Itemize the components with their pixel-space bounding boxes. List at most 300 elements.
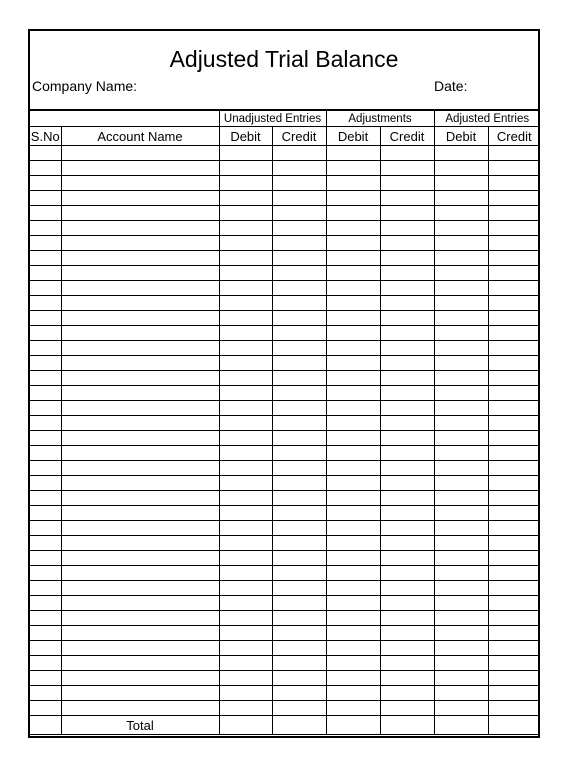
table-cell[interactable] [61, 566, 219, 581]
table-cell[interactable] [380, 686, 434, 701]
table-cell[interactable] [61, 311, 219, 326]
table-cell[interactable] [434, 176, 488, 191]
table-cell[interactable] [380, 146, 434, 161]
table-cell[interactable] [488, 566, 540, 581]
table-cell[interactable] [61, 221, 219, 236]
table-cell[interactable] [380, 581, 434, 596]
table-cell[interactable] [380, 536, 434, 551]
table-cell[interactable] [30, 281, 61, 296]
table-cell[interactable] [61, 506, 219, 521]
table-cell[interactable] [326, 221, 380, 236]
table-cell[interactable] [219, 686, 272, 701]
table-cell[interactable] [488, 506, 540, 521]
table-cell[interactable] [61, 281, 219, 296]
table-cell[interactable] [219, 416, 272, 431]
table-cell[interactable] [30, 416, 61, 431]
table-cell[interactable] [380, 296, 434, 311]
table-cell[interactable] [326, 446, 380, 461]
table-cell[interactable] [61, 446, 219, 461]
table-cell[interactable] [30, 491, 61, 506]
table-cell[interactable] [434, 251, 488, 266]
table-cell[interactable] [380, 611, 434, 626]
table-cell[interactable] [219, 251, 272, 266]
table-cell[interactable] [272, 536, 326, 551]
table-cell[interactable] [272, 461, 326, 476]
table-cell[interactable] [30, 581, 61, 596]
table-cell[interactable] [488, 596, 540, 611]
table-cell[interactable] [30, 566, 61, 581]
table-cell[interactable] [434, 311, 488, 326]
table-cell[interactable] [272, 401, 326, 416]
table-cell[interactable] [219, 341, 272, 356]
table-cell[interactable] [326, 611, 380, 626]
table-cell[interactable] [272, 611, 326, 626]
table-cell[interactable] [488, 161, 540, 176]
table-cell[interactable] [326, 581, 380, 596]
table-cell[interactable] [380, 221, 434, 236]
table-cell[interactable] [326, 701, 380, 716]
table-cell[interactable] [219, 446, 272, 461]
table-cell[interactable] [380, 251, 434, 266]
table-cell[interactable] [488, 191, 540, 206]
table-cell[interactable] [61, 296, 219, 311]
table-cell[interactable] [434, 536, 488, 551]
table-cell[interactable] [30, 686, 61, 701]
table-cell[interactable] [326, 491, 380, 506]
table-cell[interactable] [326, 596, 380, 611]
table-cell[interactable] [326, 296, 380, 311]
table-cell[interactable] [434, 656, 488, 671]
table-cell[interactable] [488, 536, 540, 551]
table-cell[interactable] [326, 176, 380, 191]
table-cell[interactable] [272, 656, 326, 671]
table-cell[interactable] [219, 191, 272, 206]
table-cell[interactable] [380, 461, 434, 476]
table-cell[interactable] [219, 236, 272, 251]
table-cell[interactable] [380, 341, 434, 356]
table-cell[interactable] [30, 326, 61, 341]
table-cell[interactable] [272, 626, 326, 641]
table-cell[interactable] [380, 161, 434, 176]
table-cell[interactable] [434, 461, 488, 476]
table-cell[interactable] [30, 671, 61, 686]
table-cell[interactable] [488, 371, 540, 386]
table-cell[interactable] [326, 326, 380, 341]
table-cell[interactable] [380, 371, 434, 386]
table-cell[interactable] [434, 506, 488, 521]
table-cell[interactable] [326, 266, 380, 281]
table-cell[interactable] [488, 626, 540, 641]
table-cell[interactable] [272, 176, 326, 191]
table-cell[interactable] [219, 551, 272, 566]
table-cell[interactable] [219, 521, 272, 536]
table-cell[interactable] [434, 521, 488, 536]
table-cell[interactable] [326, 206, 380, 221]
table-cell[interactable] [488, 356, 540, 371]
table-cell[interactable] [219, 221, 272, 236]
table-cell[interactable] [272, 161, 326, 176]
table-cell[interactable] [61, 461, 219, 476]
table-cell[interactable] [434, 161, 488, 176]
table-cell[interactable] [30, 251, 61, 266]
table-cell[interactable] [326, 386, 380, 401]
table-cell[interactable] [380, 176, 434, 191]
table-cell[interactable] [488, 221, 540, 236]
table-cell[interactable] [380, 491, 434, 506]
table-cell[interactable] [272, 551, 326, 566]
table-cell[interactable] [434, 221, 488, 236]
table-cell[interactable] [434, 581, 488, 596]
table-cell[interactable] [326, 506, 380, 521]
table-cell[interactable] [219, 611, 272, 626]
table-cell[interactable] [326, 551, 380, 566]
table-cell[interactable] [380, 701, 434, 716]
table-cell[interactable] [30, 701, 61, 716]
table-cell[interactable] [272, 266, 326, 281]
table-cell[interactable] [61, 671, 219, 686]
table-cell[interactable] [380, 416, 434, 431]
table-cell[interactable] [219, 281, 272, 296]
table-cell[interactable] [272, 686, 326, 701]
table-cell[interactable] [434, 626, 488, 641]
table-cell[interactable] [488, 461, 540, 476]
table-cell[interactable] [434, 296, 488, 311]
table-cell[interactable] [326, 161, 380, 176]
table-cell[interactable] [61, 161, 219, 176]
table-cell[interactable] [219, 701, 272, 716]
table-cell[interactable] [61, 656, 219, 671]
table-cell[interactable] [61, 191, 219, 206]
table-cell[interactable] [434, 431, 488, 446]
table-cell[interactable] [272, 311, 326, 326]
table-cell[interactable] [488, 236, 540, 251]
table-cell[interactable] [30, 161, 61, 176]
table-cell[interactable] [272, 641, 326, 656]
table-cell[interactable] [380, 641, 434, 656]
table-cell[interactable] [272, 251, 326, 266]
table-cell[interactable] [434, 401, 488, 416]
table-cell[interactable] [434, 236, 488, 251]
table-cell[interactable] [219, 146, 272, 161]
table-cell[interactable] [61, 326, 219, 341]
table-cell[interactable] [272, 446, 326, 461]
table-cell[interactable] [61, 206, 219, 221]
table-cell[interactable] [61, 371, 219, 386]
table-cell[interactable] [434, 566, 488, 581]
table-cell[interactable] [434, 191, 488, 206]
table-cell[interactable] [61, 701, 219, 716]
table-cell[interactable] [434, 476, 488, 491]
table-cell[interactable] [272, 371, 326, 386]
table-cell[interactable] [326, 641, 380, 656]
table-cell[interactable] [219, 161, 272, 176]
table-cell[interactable] [272, 566, 326, 581]
table-cell[interactable] [488, 521, 540, 536]
table-cell[interactable] [380, 566, 434, 581]
table-cell[interactable] [30, 461, 61, 476]
table-cell[interactable] [272, 476, 326, 491]
table-cell[interactable] [434, 281, 488, 296]
table-cell[interactable] [488, 656, 540, 671]
table-cell[interactable] [30, 446, 61, 461]
table-cell[interactable] [434, 146, 488, 161]
table-cell[interactable] [488, 266, 540, 281]
table-cell[interactable] [326, 356, 380, 371]
table-cell[interactable] [30, 221, 61, 236]
table-cell[interactable] [380, 551, 434, 566]
table-cell[interactable] [30, 521, 61, 536]
table-cell[interactable] [380, 326, 434, 341]
table-cell[interactable] [219, 296, 272, 311]
table-cell[interactable] [219, 506, 272, 521]
table-cell[interactable] [30, 176, 61, 191]
table-cell[interactable] [488, 671, 540, 686]
table-cell[interactable] [380, 626, 434, 641]
table-cell[interactable] [272, 701, 326, 716]
table-cell[interactable] [434, 446, 488, 461]
table-cell[interactable] [61, 401, 219, 416]
table-cell[interactable] [488, 341, 540, 356]
table-cell[interactable] [488, 296, 540, 311]
table-cell[interactable] [30, 401, 61, 416]
table-cell[interactable] [326, 566, 380, 581]
table-cell[interactable] [61, 536, 219, 551]
table-cell[interactable] [272, 206, 326, 221]
table-cell[interactable] [30, 551, 61, 566]
table-cell[interactable] [488, 416, 540, 431]
table-cell[interactable] [434, 356, 488, 371]
table-cell[interactable] [219, 431, 272, 446]
table-cell[interactable] [488, 641, 540, 656]
table-cell[interactable] [272, 146, 326, 161]
table-cell[interactable] [61, 386, 219, 401]
table-cell[interactable] [61, 686, 219, 701]
table-cell[interactable] [380, 206, 434, 221]
table-cell[interactable] [272, 506, 326, 521]
table-cell[interactable] [272, 296, 326, 311]
table-cell[interactable] [380, 476, 434, 491]
table-cell[interactable] [30, 341, 61, 356]
table-cell[interactable] [30, 626, 61, 641]
table-cell[interactable] [272, 491, 326, 506]
table-cell[interactable] [488, 611, 540, 626]
table-cell[interactable] [30, 206, 61, 221]
table-cell[interactable] [488, 476, 540, 491]
table-cell[interactable] [488, 491, 540, 506]
table-cell[interactable] [380, 311, 434, 326]
table-cell[interactable] [219, 671, 272, 686]
table-cell[interactable] [434, 326, 488, 341]
table-cell[interactable] [61, 521, 219, 536]
table-cell[interactable] [434, 371, 488, 386]
table-cell[interactable] [488, 551, 540, 566]
table-cell[interactable] [488, 326, 540, 341]
table-cell[interactable] [326, 416, 380, 431]
table-cell[interactable] [219, 581, 272, 596]
table-cell[interactable] [326, 521, 380, 536]
table-cell[interactable] [219, 386, 272, 401]
table-cell[interactable] [488, 431, 540, 446]
table-cell[interactable] [61, 341, 219, 356]
table-cell[interactable] [488, 281, 540, 296]
table-cell[interactable] [61, 431, 219, 446]
table-cell[interactable] [30, 596, 61, 611]
table-cell[interactable] [326, 656, 380, 671]
table-cell[interactable] [61, 626, 219, 641]
table-cell[interactable] [219, 206, 272, 221]
table-cell[interactable] [61, 236, 219, 251]
table-cell[interactable] [30, 476, 61, 491]
table-cell[interactable] [488, 581, 540, 596]
table-cell[interactable] [434, 266, 488, 281]
table-cell[interactable] [326, 536, 380, 551]
table-cell[interactable] [488, 251, 540, 266]
table-cell[interactable] [488, 176, 540, 191]
table-cell[interactable] [434, 641, 488, 656]
table-cell[interactable] [30, 611, 61, 626]
table-cell[interactable] [272, 386, 326, 401]
table-cell[interactable] [219, 536, 272, 551]
table-cell[interactable] [488, 206, 540, 221]
table-cell[interactable] [380, 446, 434, 461]
table-cell[interactable] [30, 191, 61, 206]
table-cell[interactable] [61, 581, 219, 596]
table-cell[interactable] [380, 401, 434, 416]
table-cell[interactable] [434, 206, 488, 221]
table-cell[interactable] [61, 176, 219, 191]
table-cell[interactable] [272, 596, 326, 611]
table-cell[interactable] [272, 581, 326, 596]
table-cell[interactable] [30, 506, 61, 521]
table-cell[interactable] [326, 461, 380, 476]
table-cell[interactable] [326, 686, 380, 701]
table-cell[interactable] [30, 146, 61, 161]
table-cell[interactable] [219, 641, 272, 656]
table-cell[interactable] [272, 356, 326, 371]
table-cell[interactable] [219, 491, 272, 506]
table-cell[interactable] [219, 311, 272, 326]
table-cell[interactable] [272, 431, 326, 446]
table-cell[interactable] [380, 671, 434, 686]
table-cell[interactable] [61, 251, 219, 266]
table-cell[interactable] [61, 476, 219, 491]
table-cell[interactable] [434, 596, 488, 611]
table-cell[interactable] [488, 446, 540, 461]
table-cell[interactable] [30, 266, 61, 281]
table-cell[interactable] [30, 641, 61, 656]
table-cell[interactable] [488, 146, 540, 161]
table-cell[interactable] [488, 686, 540, 701]
table-cell[interactable] [380, 281, 434, 296]
table-cell[interactable] [326, 236, 380, 251]
table-cell[interactable] [380, 656, 434, 671]
table-cell[interactable] [30, 296, 61, 311]
table-cell[interactable] [219, 596, 272, 611]
table-cell[interactable] [219, 566, 272, 581]
table-cell[interactable] [30, 656, 61, 671]
table-cell[interactable] [272, 221, 326, 236]
table-cell[interactable] [326, 311, 380, 326]
table-cell[interactable] [380, 506, 434, 521]
table-cell[interactable] [61, 146, 219, 161]
table-cell[interactable] [326, 671, 380, 686]
table-cell[interactable] [30, 431, 61, 446]
table-cell[interactable] [326, 191, 380, 206]
table-cell[interactable] [380, 521, 434, 536]
table-cell[interactable] [434, 491, 488, 506]
table-cell[interactable] [30, 356, 61, 371]
table-cell[interactable] [434, 416, 488, 431]
table-cell[interactable] [434, 341, 488, 356]
table-cell[interactable] [219, 371, 272, 386]
table-cell[interactable] [272, 326, 326, 341]
table-cell[interactable] [434, 686, 488, 701]
table-cell[interactable] [326, 251, 380, 266]
table-cell[interactable] [272, 671, 326, 686]
table-cell[interactable] [434, 671, 488, 686]
table-cell[interactable] [434, 386, 488, 401]
table-cell[interactable] [219, 626, 272, 641]
table-cell[interactable] [219, 176, 272, 191]
table-cell[interactable] [488, 401, 540, 416]
table-cell[interactable] [61, 641, 219, 656]
table-cell[interactable] [61, 611, 219, 626]
table-cell[interactable] [380, 266, 434, 281]
table-cell[interactable] [326, 476, 380, 491]
table-cell[interactable] [30, 386, 61, 401]
table-cell[interactable] [219, 476, 272, 491]
table-cell[interactable] [326, 281, 380, 296]
table-cell[interactable] [434, 551, 488, 566]
table-cell[interactable] [219, 461, 272, 476]
table-cell[interactable] [434, 611, 488, 626]
table-cell[interactable] [434, 701, 488, 716]
table-cell[interactable] [219, 656, 272, 671]
table-cell[interactable] [61, 356, 219, 371]
table-cell[interactable] [61, 596, 219, 611]
table-cell[interactable] [272, 236, 326, 251]
table-cell[interactable] [380, 236, 434, 251]
table-cell[interactable] [272, 281, 326, 296]
table-cell[interactable] [272, 521, 326, 536]
table-cell[interactable] [380, 596, 434, 611]
table-cell[interactable] [219, 266, 272, 281]
table-cell[interactable] [380, 431, 434, 446]
table-cell[interactable] [30, 311, 61, 326]
table-cell[interactable] [219, 326, 272, 341]
table-cell[interactable] [272, 341, 326, 356]
table-cell[interactable] [61, 551, 219, 566]
table-cell[interactable] [61, 491, 219, 506]
table-cell[interactable] [326, 431, 380, 446]
table-cell[interactable] [488, 311, 540, 326]
table-cell[interactable] [326, 146, 380, 161]
table-cell[interactable] [61, 416, 219, 431]
table-cell[interactable] [326, 371, 380, 386]
table-cell[interactable] [61, 266, 219, 281]
table-cell[interactable] [380, 356, 434, 371]
table-cell[interactable] [219, 356, 272, 371]
table-cell[interactable] [30, 536, 61, 551]
table-cell[interactable] [272, 191, 326, 206]
table-cell[interactable] [488, 386, 540, 401]
table-cell[interactable] [326, 401, 380, 416]
table-cell[interactable] [30, 371, 61, 386]
table-cell[interactable] [272, 416, 326, 431]
table-cell[interactable] [488, 701, 540, 716]
table-cell[interactable] [30, 236, 61, 251]
table-cell[interactable] [326, 341, 380, 356]
